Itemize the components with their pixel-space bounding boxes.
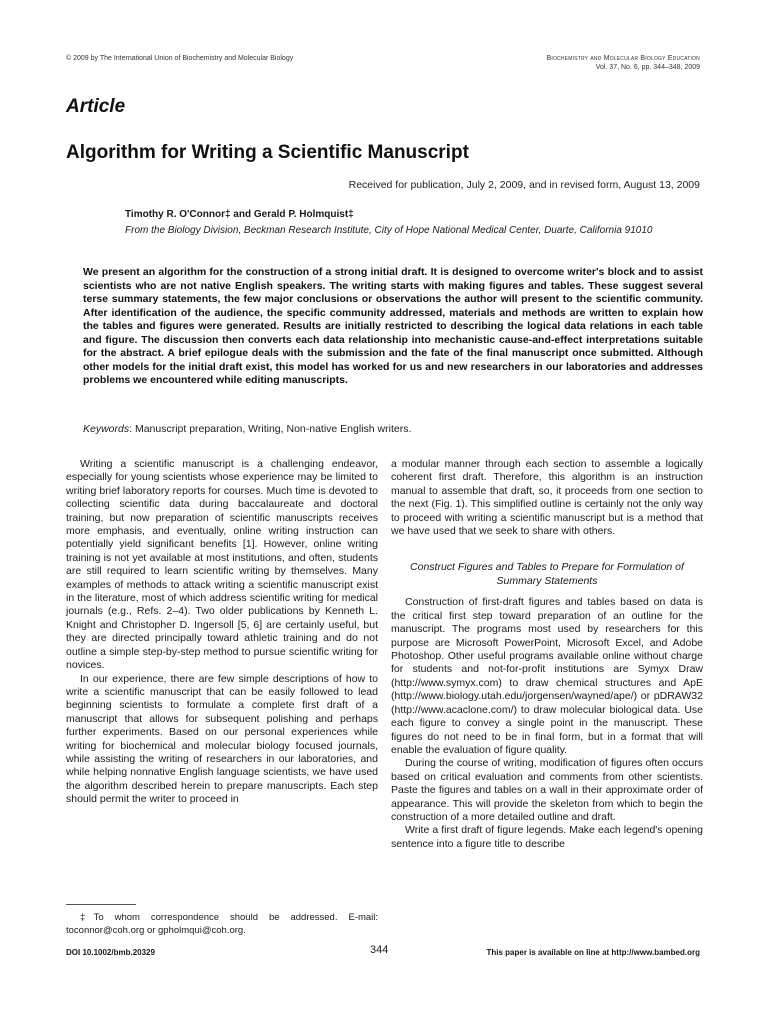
right-column xyxy=(391,458,703,851)
journal-name: Biochemistry and Molecular Biology Education xyxy=(546,55,700,62)
keywords-text: : Manuscript preparation, Writing, Non-native English writers. xyxy=(129,423,412,435)
paper-title: Algorithm for Writing a Scientific Manuscript xyxy=(66,142,469,163)
body-paragraph: a modular manner through each section to assemble a logically coherent first draft. Therefore, this algorithm is an instruction manual to assemble that draft, so, it proceeds from one section to the next (Fig. 1). This simplified outline is certainly not the only way to proceed with writing a scientific manuscript but is a method that we have used that we seek to share with others. xyxy=(391,458,703,538)
body-paragraph: Writing a scientific manuscript is a challenging endeavor, especially for young scientists whose experience may be limited to writing brief laboratory reports for courses. Much time is devoted to collecting scientific data during baccalaureate and doctoral training, but now preparation of scientific manuscripts receives more emphasis, and eventually, online writing instruction can potentially yield significant benefits [1]. However, online writing training is not yet available at most institutions, and often, students are still required to learn scientific writing by themselves. Many examples of methods to attack writing a scientific manuscript exist in the literature, most of which address scientific writing for medical journals (e.g., Refs. 2–4). Two older publications by Kenneth L. Knight and Christopher D. Ingersoll [5, 6] are certainly useful, but they are directed principally toward athletic training and do not outline a simple step-by-step method to pursue scientific writing for novices. xyxy=(66,458,378,672)
keywords xyxy=(83,423,411,435)
availability-notice: This paper is available on line at http://www.bambed.org xyxy=(486,948,700,957)
article-label: Article xyxy=(66,96,126,117)
author-list: Timothy R. O'Connor‡ and Gerald P. Holmquist‡ xyxy=(125,209,354,220)
body-paragraph: During the course of writing, modification of figures often occurs based on critical evaluation and comments from other scientists. Paste the figures and tables on a wall in their approximate order of appearance. This will provide the skeleton from which to begin the construction of a more detailed outline and draft. xyxy=(391,757,703,823)
affiliation: From the Biology Division, Beckman Research Institute, City of Hope National Medical Center, Duarte, California 91010 xyxy=(125,225,653,236)
left-column xyxy=(66,458,378,807)
page-number: 344 xyxy=(370,944,389,956)
doi: DOI 10.1002/bmb.20329 xyxy=(66,948,155,957)
body-paragraph: In our experience, there are few simple descriptions of how to write a scientific manuscript that can be easily followed to lead beginning scientists to formulate a complete first draft of a manuscript that allows for subsequent polishing and perhaps further experiments. Based on our personal experiences while writing for biochemical and molecular biology focused journals, while assisting the writing of researchers in our laboratories, and while helping nonnative English language scientists, we have used the algorithm described herein to prepare manuscripts. Each step should permit the writer to proceed in xyxy=(66,672,378,806)
footnote-divider xyxy=(66,904,136,905)
section-heading: Construct Figures and Tables to Prepare for Formulation of Summary Statements xyxy=(410,561,684,588)
body-paragraph: Write a first draft of figure legends. Make each legend's opening sentence into a figure title to describe xyxy=(391,824,703,850)
copyright-notice: © 2009 by The International Union of Biochemistry and Molecular Biology xyxy=(66,55,294,62)
received-date: Received for publication, July 2, 2009, and in revised form, August 13, 2009 xyxy=(348,179,700,191)
keywords-label: Keywords xyxy=(83,423,130,435)
journal-header xyxy=(547,54,700,72)
journal-volume: Vol. 37, No. 6, pp. 344–348, 2009 xyxy=(595,64,700,71)
body-paragraph: Construction of first-draft figures and tables based on data is the critical first step toward preparation of an outline for the manuscript. The programs most used by researchers for this purpose are Microsoft PowerPoint, Microsoft Excel, and Adobe Photoshop. Other useful programs available online without charge for students and not-for-profit institutions are Symyx Draw (http://www.symyx.com) to draw chemical structures and ApE (http://www.biology.utah.edu/jorgensen/wayned/ape/) or pDRAW32 (http://www.acaclone.com/) to draw molecular biological data. Use each figure to convey a single point in the manuscript. These figures do not need to be in final form, but in a format that will enable the evaluation of figure quality. xyxy=(391,596,703,756)
correspondence-footnote: ‡To whom correspondence should be addressed. E-mail: toconnor@coh.org or gpholmqui@coh.org. xyxy=(66,912,378,936)
abstract: We present an algorithm for the construction of a strong initial draft. It is designed to overcome writer's block and to assist scientists who are not native English speakers. The writing starts with making figures and tables. These suggest several terse summary statements, the few major conclusions or observations the author will present to the scientific community. After identification of the audience, the specific community addressed, materials and methods are written to explain how the tables and figures were generated. Results are initially restricted to describing the logical data relations in each table and figure. The discussion then converts each data relationship into mechanistic cause-and-effect interpretations suitable for the abstract. A brief epilogue deals with the submission and the fate of the final manuscript once submitted. Although other models for the initial draft exist, this model has worked for us and new researchers in our laboratories and addresses problems we encountered while editing manuscripts. xyxy=(83,266,703,386)
